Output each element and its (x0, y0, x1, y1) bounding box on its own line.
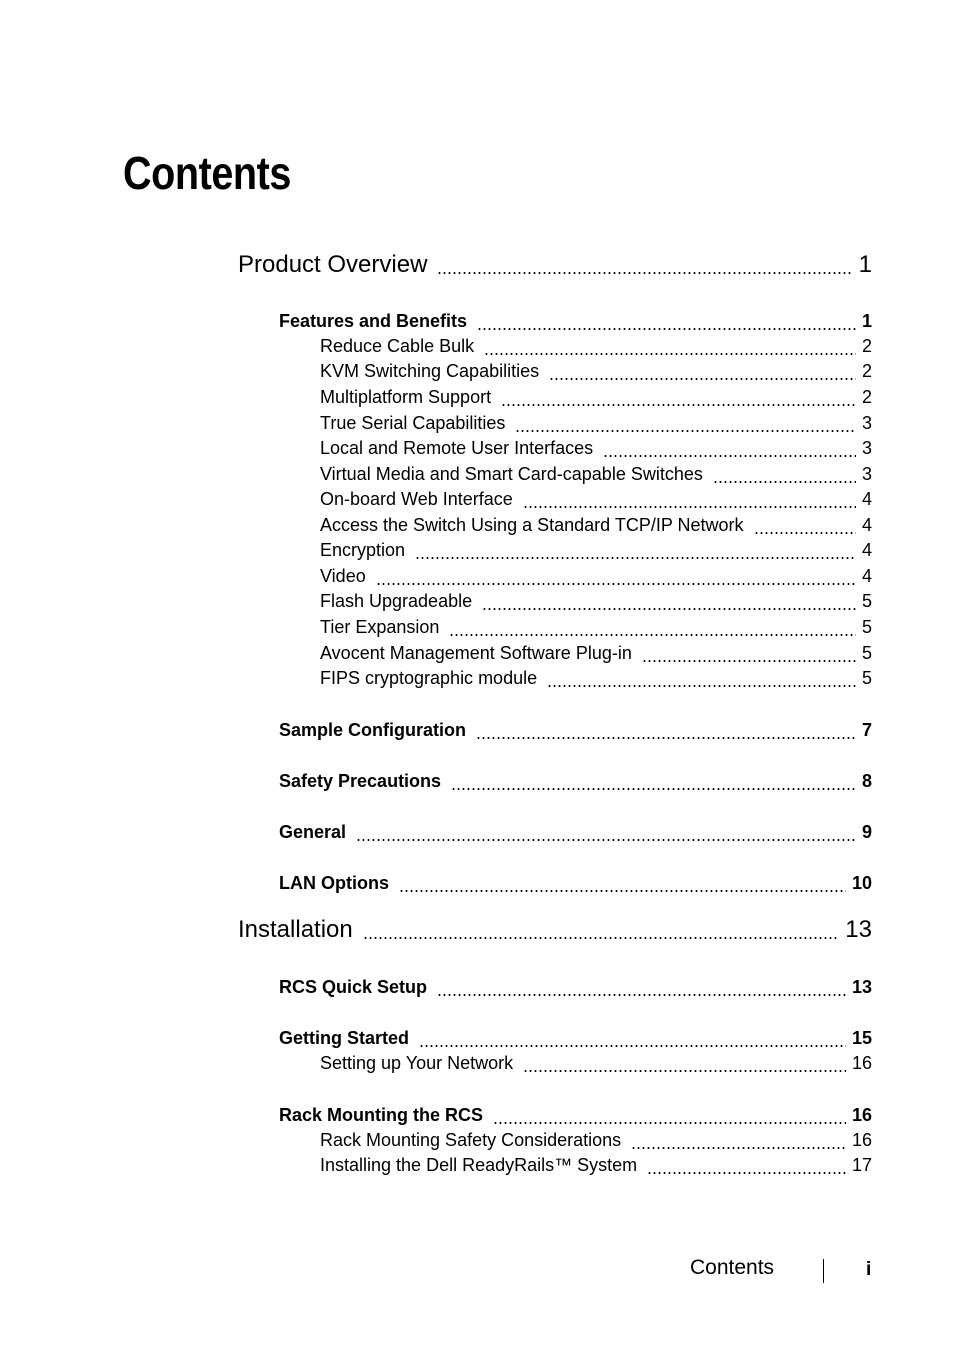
toc-entry-page: 13 (851, 977, 872, 997)
toc-entry-sample-configuration[interactable] (279, 720, 872, 744)
toc-entry-label: Setting up Your Network (320, 1053, 514, 1073)
toc-entry-label: Sample Configuration (279, 720, 467, 740)
toc-entry-label: Reduce Cable Bulk (320, 336, 475, 356)
toc-entry-installing-readyrails[interactable] (320, 1155, 872, 1179)
dot-leader (356, 839, 856, 841)
toc-entry-label: Encryption (320, 540, 406, 560)
toc-entry-label: Flash Upgradeable (320, 591, 473, 611)
dot-leader (437, 994, 846, 996)
toc-entry-page: 3 (861, 464, 872, 484)
toc-entry-multiplatform-support[interactable] (320, 387, 872, 411)
footer-page-number: i (866, 1259, 872, 1280)
toc-entry-page: 1 (858, 251, 872, 278)
toc-entry-label: On-board Web Interface (320, 489, 513, 509)
toc-entry-label: Features and Benefits (279, 311, 468, 331)
toc-entry-features-and-benefits[interactable] (279, 311, 872, 335)
toc-entry-label: Tier Expansion (320, 617, 440, 637)
toc-entry-label: KVM Switching Capabilities (320, 361, 540, 381)
toc-entry-rack-mounting-safety[interactable] (320, 1130, 872, 1154)
dot-leader (415, 557, 856, 559)
dot-leader (603, 455, 856, 457)
toc-entry-tier-expansion[interactable] (320, 617, 872, 641)
toc-entry-page: 4 (861, 566, 872, 586)
dot-leader (523, 1070, 846, 1072)
toc-entry-safety-precautions[interactable] (279, 771, 872, 795)
dot-leader (713, 481, 856, 483)
toc-entry-page: 17 (851, 1155, 872, 1175)
toc-entry-page: 4 (861, 489, 872, 509)
toc-entry-page: 5 (861, 591, 872, 611)
toc-entry-flash-upgradeable[interactable] (320, 591, 872, 615)
toc-entry-fips-module[interactable] (320, 668, 872, 692)
toc-entry-label: Multiplatform Support (320, 387, 492, 407)
toc-entry-label: FIPS cryptographic module (320, 668, 538, 688)
toc-entry-label: Installing the Dell ReadyRails™ System (320, 1155, 638, 1175)
toc-entry-avocent-plug-in[interactable] (320, 643, 872, 667)
toc-entry-label: Local and Remote User Interfaces (320, 438, 594, 458)
dot-leader (363, 937, 840, 939)
dot-leader (523, 506, 856, 508)
toc-entry-page: 16 (851, 1105, 872, 1125)
toc-entry-page: 16 (851, 1053, 872, 1073)
toc-entry-page: 2 (861, 336, 872, 356)
toc-entry-page: 5 (861, 617, 872, 637)
dot-leader (477, 328, 856, 330)
toc-entry-page: 16 (851, 1130, 872, 1150)
toc-entry-true-serial-capabilities[interactable] (320, 413, 872, 437)
toc-entry-page: 3 (861, 438, 872, 458)
toc-entry-page: 4 (861, 540, 872, 560)
toc-entry-page: 8 (861, 771, 872, 791)
toc-entry-rack-mounting-the-rcs[interactable] (279, 1105, 872, 1129)
toc-entry-page: 7 (861, 720, 872, 740)
toc-entry-page: 10 (851, 873, 872, 893)
toc-entry-on-board-web-interface[interactable] (320, 489, 872, 513)
toc-entry-page: 13 (845, 916, 872, 943)
toc-entry-label: True Serial Capabilities (320, 413, 506, 433)
dot-leader (642, 660, 856, 662)
dot-leader (419, 1045, 846, 1047)
dot-leader (647, 1172, 846, 1174)
dot-leader (399, 890, 846, 892)
dot-leader (501, 404, 856, 406)
toc-entry-label: Virtual Media and Smart Card-capable Switches (320, 464, 703, 484)
toc-entry-page: 15 (851, 1028, 872, 1048)
toc-entry-page: 9 (861, 822, 872, 842)
toc-entry-reduce-cable-bulk[interactable] (320, 336, 872, 360)
dot-leader (376, 583, 856, 585)
toc-entry-label: Getting Started (279, 1028, 410, 1048)
dot-leader (451, 788, 856, 790)
toc-entry-getting-started[interactable] (279, 1028, 872, 1052)
dot-leader (437, 272, 852, 274)
toc-entry-virtual-media[interactable] (320, 464, 872, 488)
toc-entry-page: 5 (861, 643, 872, 663)
toc-entry-page: 2 (861, 387, 872, 407)
toc-entry-encryption[interactable] (320, 540, 872, 564)
dot-leader (484, 353, 856, 355)
toc-entry-page: 1 (861, 311, 872, 331)
toc-entry-lan-options[interactable] (279, 873, 872, 897)
dot-leader (515, 430, 856, 432)
toc-entry-general[interactable] (279, 822, 872, 846)
dot-leader (482, 608, 856, 610)
toc-entry-product-overview[interactable] (238, 251, 872, 281)
page-title: Contents (123, 147, 291, 199)
toc-entry-kvm-switching-capabilities[interactable] (320, 361, 872, 385)
toc-entry-label: Safety Precautions (279, 771, 442, 791)
toc-entry-page: 5 (861, 668, 872, 688)
toc-entry-local-and-remote-user-interfaces[interactable] (320, 438, 872, 462)
dot-leader (547, 685, 856, 687)
toc-entry-label: Video (320, 566, 366, 586)
toc-entry-setting-up-your-network[interactable] (320, 1053, 872, 1077)
toc-entry-label: LAN Options (279, 873, 389, 893)
toc-entry-label: RCS Quick Setup (279, 977, 428, 997)
toc-entry-video[interactable] (320, 566, 872, 590)
dot-leader (754, 532, 856, 534)
toc-entry-page: 3 (861, 413, 872, 433)
toc-entry-access-the-switch[interactable] (320, 515, 872, 539)
toc-entry-label: Access the Switch Using a Standard TCP/IP Network (320, 515, 744, 535)
toc-entry-label: Avocent Management Software Plug-in (320, 643, 632, 663)
dot-leader (476, 737, 856, 739)
dot-leader (493, 1122, 846, 1124)
footer-divider (823, 1259, 824, 1283)
toc-entry-label: Product Overview (238, 251, 428, 278)
toc-entry-label: Rack Mounting the RCS (279, 1105, 484, 1125)
toc-entry-label: Rack Mounting Safety Considerations (320, 1130, 622, 1150)
dot-leader (549, 378, 856, 380)
toc-entry-page: 4 (861, 515, 872, 535)
footer-section-label: Contents (690, 1256, 775, 1279)
dot-leader (449, 634, 856, 636)
toc-entry-installation[interactable] (238, 916, 872, 946)
dot-leader (631, 1147, 846, 1149)
toc-entry-page: 2 (861, 361, 872, 381)
toc-entry-label: General (279, 822, 347, 842)
toc-entry-rcs-quick-setup[interactable] (279, 977, 872, 1001)
toc-entry-label: Installation (238, 916, 353, 943)
